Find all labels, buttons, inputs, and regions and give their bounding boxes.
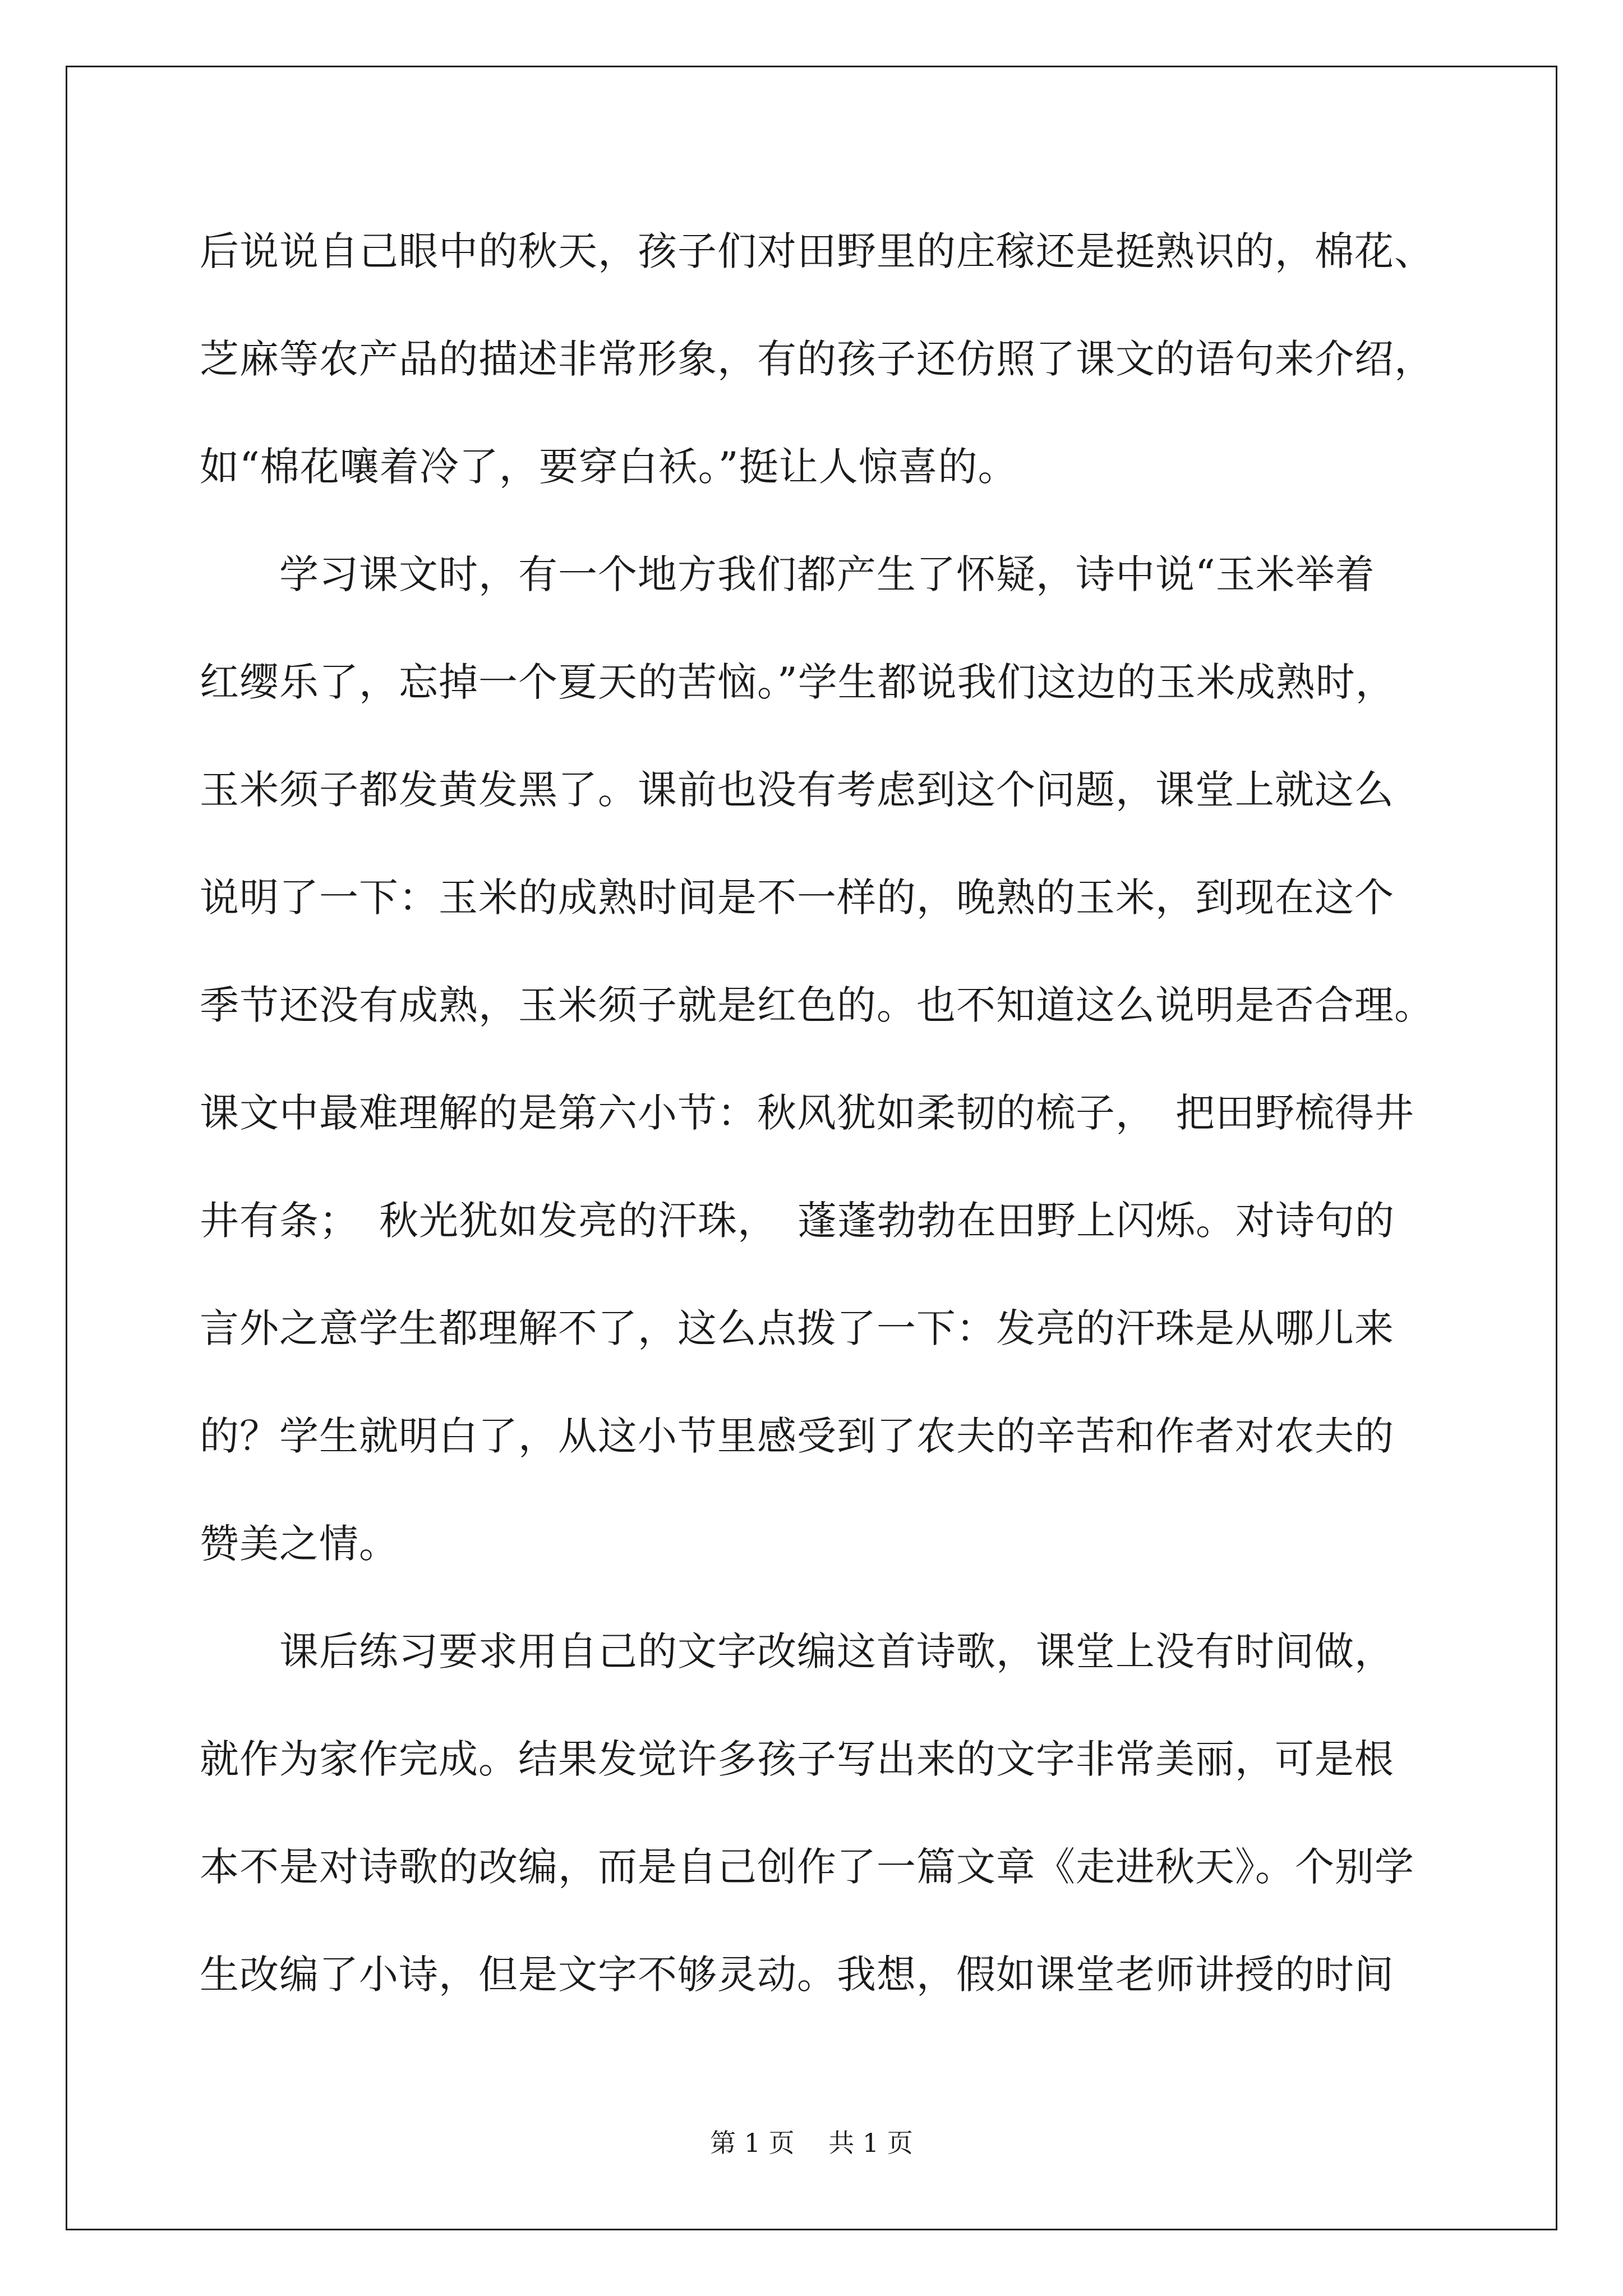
text-line: 如“棉花嚷着冷了，要穿白袄。”挺让人惊喜的。 bbox=[200, 444, 1018, 490]
text-line: 课后练习要求用自己的文字改编这首诗歌，课堂上没有时间做， bbox=[200, 1628, 1394, 1674]
text-line: 说明了一下：玉米的成熟时间是不一样的，晚熟的玉米，到现在这个 bbox=[200, 875, 1394, 921]
text-line: 后说说自己眼中的秋天，孩子们对田野里的庄稼还是挺熟识的，棉花、 bbox=[200, 228, 1434, 274]
text-line: 红缨乐了，忘掉一个夏天的苦恼。”学生都说我们这边的玉米成熟时， bbox=[200, 659, 1395, 705]
text-line: 本不是对诗歌的改编，而是自己创作了一篇文章《走进秋天》。个别学 bbox=[200, 1844, 1414, 1890]
text-line: 芝麻等农产品的描述非常形象，有的孩子还仿照了课文的语句来介绍， bbox=[200, 336, 1434, 382]
text-line: 赞美之情。 bbox=[200, 1521, 399, 1567]
text-line: 的？学生就明白了，从这小节里感受到了农夫的辛苦和作者对农夫的 bbox=[200, 1413, 1394, 1459]
text-line: 玉米须子都发黄发黑了。课前也没有考虑到这个问题，课堂上就这么 bbox=[200, 767, 1394, 813]
text-line: 就作为家作完成。结果发觉许多孩子写出来的文字非常美丽，可是根 bbox=[200, 1736, 1394, 1782]
text-line: 言外之意学生都理解不了，这么点拨了一下：发亮的汗珠是从哪儿来 bbox=[200, 1305, 1394, 1351]
text-line: 生改编了小诗，但是文字不够灵动。我想，假如课堂老师讲授的时间 bbox=[200, 1952, 1394, 1998]
text-line: 学习课文时，有一个地方我们都产生了怀疑，诗中说“玉米举着 bbox=[200, 551, 1375, 597]
text-line: 季节还没有成熟，玉米须子就是红色的。也不知道这么说明是否合理。 bbox=[200, 982, 1434, 1028]
text-line: 井有条； 秋光犹如发亮的汗珠， 蓬蓬勃勃在田野上闪烁。对诗句的 bbox=[200, 1198, 1395, 1244]
page-number-footer: 第 1 页 共 1 页 bbox=[710, 2128, 913, 2158]
text-line: 课文中最难理解的是第六小节：秋风犹如柔韧的梳子， 把田野梳得井 bbox=[200, 1090, 1414, 1136]
document-body bbox=[200, 197, 1434, 2028]
